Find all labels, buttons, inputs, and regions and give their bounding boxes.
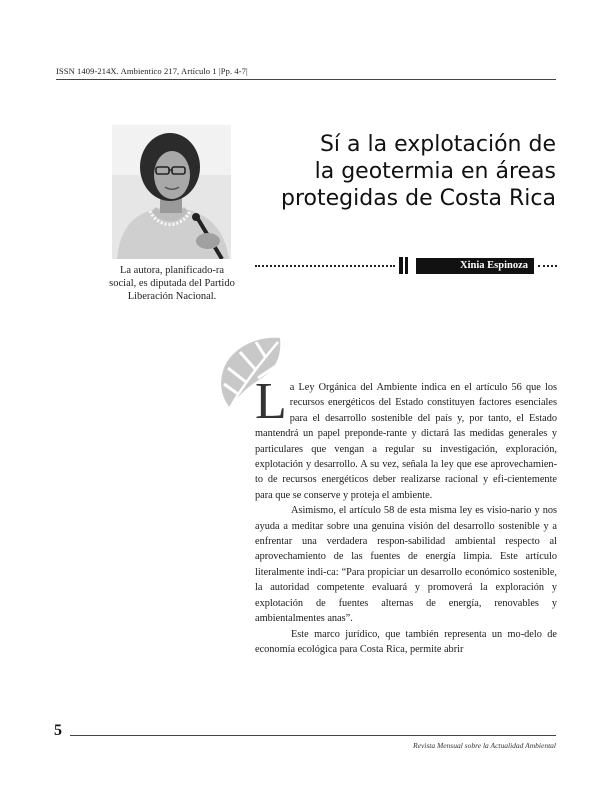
dotted-rule-left: [255, 265, 395, 267]
title-line-2: la geotermia en áreas: [314, 159, 556, 184]
title-line-1: Sí a la explotación de: [319, 132, 556, 157]
title-line-3: protegidas de Costa Rica: [281, 186, 556, 211]
article-title: [236, 131, 556, 212]
author-portrait-image: [112, 125, 231, 259]
article-body: [255, 373, 557, 657]
running-header: ISSN 1409-214X. Ambientico 217, Artículo 1 |Pp. 4-7|: [56, 66, 248, 76]
dotted-rule-right: [538, 265, 557, 267]
author-name: Xinia Espinoza: [416, 258, 534, 274]
header-rule: [56, 79, 556, 80]
page-number: 5: [54, 722, 62, 739]
drop-cap: L: [255, 373, 287, 430]
journal-name: Revista Mensual sobre la Actualidad Ambiental: [413, 741, 556, 750]
photo-caption: La autora, planificado-ra social, es diputada del Partido Liberación Nacional.: [109, 265, 235, 302]
byline-bars: [399, 257, 411, 274]
paragraph-3: Este marco jurídico, que también representa un mo-delo de economía ecológica para Costa Rica, permite abrir: [255, 628, 557, 655]
paragraph-1-text: a Ley Orgánica del Ambiente indica en el artículo 56 que los recursos energéticos del Estado constituyen factores esenciales para el desarrollo sostenible del país y, por tanto, el Estado mantendrá un papel preponde-rante y dictará las medidas generales y particulares que vengan a regular su investigación, exploración, explotación y desarrollo. A su vez, señala la ley que ese aprovechamien-to de recursos energéticos deber realizarse racional y efi-cientemente para que se conserve y proteja el ambiente.: [255, 382, 557, 501]
paragraph-1: [255, 373, 557, 503]
author-photo: [112, 125, 231, 259]
author-byline: [255, 256, 557, 276]
paragraph-2: Asimismo, el artículo 58 de esta misma ley es visio-nario y nos ayuda a meditar sobre una genuina visión del desarrollo sostenible y a enfrentar una verdadera respon-sabilidad ambiental respecto al aprovechamiento de las fuentes de energía limpia. Este artículo literalmente indi-ca: “Para propiciar un desarrollo económico sostenible, la autoridad competente evaluará y promoverá la exploración y explotación de fuentes alternas de energía, renovables y ambientalmentes anas”.: [255, 505, 557, 625]
footer-rule: [70, 735, 556, 736]
